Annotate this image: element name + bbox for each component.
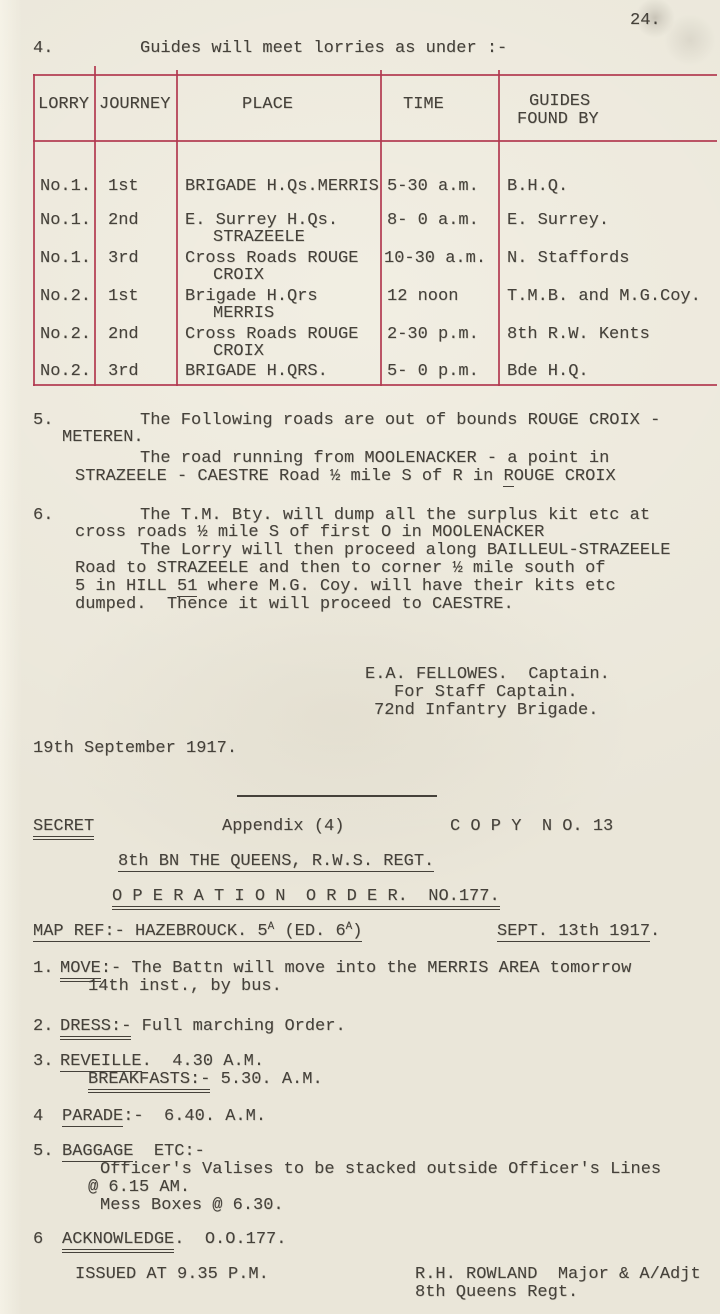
order-date-period: . xyxy=(650,922,661,941)
order-item-2-text: Full marching Order. xyxy=(131,1017,346,1036)
order-item-3-text: . 4.30 A.M. xyxy=(141,1052,265,1071)
order-item-4-label: PARADE xyxy=(62,1107,124,1126)
table-rule-v-left xyxy=(33,74,35,386)
order-item-2-line1 xyxy=(60,1018,346,1036)
table-row-cell-place: E. Surrey H.Qs. xyxy=(185,211,339,230)
order-item-4-number: 4 xyxy=(33,1107,44,1126)
issuer-name: R.H. ROWLAND Major & A/Adjt xyxy=(415,1265,701,1284)
table-row-cell-place-line2: CROIX xyxy=(213,342,265,361)
section-6-line5-tail: where M.G. Coy. will have their kits etc xyxy=(197,577,616,596)
table-rule-header xyxy=(33,140,717,142)
map-ref-underlined xyxy=(33,922,362,942)
section-5-line3: The road running from MOOLENACKER - a point in xyxy=(140,449,610,468)
order-item-4-line1 xyxy=(62,1108,266,1126)
section-divider-rule xyxy=(237,795,437,797)
issuer-unit: 8th Queens Regt. xyxy=(415,1283,579,1302)
table-rule-v-lorry xyxy=(94,66,96,386)
table-row-cell-time: 10-30 a.m. xyxy=(384,249,487,268)
section-6-line4: Road to STRAZEELE and then to corner ½ mile south of xyxy=(75,559,606,578)
signature-unit: 72nd Infantry Brigade. xyxy=(374,701,599,720)
order-item-5-line1 xyxy=(62,1143,205,1161)
order-item-6-text: . O.O.177. xyxy=(174,1230,287,1249)
section-6-line5-text: 5 in HILL xyxy=(75,577,178,596)
order-item-5-line4: Mess Boxes @ 6.30. xyxy=(100,1196,284,1215)
signature-name: E.A. FELLOWES. Captain. xyxy=(365,665,610,684)
section-4-number: 4. xyxy=(33,39,54,58)
table-row-cell-guides: Bde H.Q. xyxy=(507,362,589,381)
secret-label: SECRET xyxy=(33,818,94,840)
table-row-cell-journey: 1st xyxy=(108,177,139,196)
order-item-5-text: ETC:- xyxy=(133,1142,205,1161)
order-item-3-text2: 5.30. A.M. xyxy=(210,1070,323,1089)
section-5-number: 5. xyxy=(33,411,54,430)
table-row-cell-place: BRIGADE H.Qs.MERRIS xyxy=(185,177,379,196)
section-6-line5-underlined: 51 xyxy=(177,577,198,596)
table-row-cell-lorry: No.2. xyxy=(40,362,92,381)
order-item-6-label: ACKNOWLEDGE xyxy=(62,1230,174,1253)
order-item-2-number: 2. xyxy=(33,1017,54,1036)
section-6-line5 xyxy=(75,578,616,596)
map-ref-text: ) xyxy=(352,922,363,941)
section-5-line4-tail: OUGE CROIX xyxy=(513,467,616,486)
table-row-cell-journey: 1st xyxy=(108,287,139,306)
section-5-line4-underlined: R xyxy=(503,467,514,486)
table-row-cell-time: 2-30 p.m. xyxy=(387,325,479,344)
section-5-line4 xyxy=(75,468,616,486)
order-item-1-label: MOVE xyxy=(60,959,101,982)
order-item-3-label2: BREAKFASTS:- xyxy=(88,1070,210,1093)
section-6-number: 6. xyxy=(33,506,54,525)
map-ref-text: MAP REF:- HAZEBROUCK. 5 xyxy=(33,922,268,941)
table-row-cell-time: 8- 0 a.m. xyxy=(387,211,479,230)
order-item-5-line2: Officer's Valises to be stacked outside Officer's Lines xyxy=(100,1160,662,1179)
order-item-6-line1 xyxy=(62,1231,286,1249)
table-row-cell-place: Cross Roads ROUGE xyxy=(185,325,359,344)
table-row-cell-place: Cross Roads ROUGE xyxy=(185,249,359,268)
section-6-line3: The Lorry will then proceed along BAILLEUL-STRAZEELE xyxy=(140,541,671,560)
table-row-cell-guides: T.M.B. and M.G.Coy. xyxy=(507,287,701,306)
table-row-cell-lorry: No.1. xyxy=(40,249,92,268)
map-ref-superscript: A xyxy=(345,921,353,933)
order-item-1-line2: 14th inst., by bus. xyxy=(88,977,282,996)
order-item-1-number: 1. xyxy=(33,959,54,978)
table-rule-bottom xyxy=(33,384,717,386)
table-row-cell-time: 5-30 a.m. xyxy=(387,177,479,196)
copy-number: C O P Y N O. 13 xyxy=(450,817,614,836)
order-item-3-label: REVEILLE xyxy=(60,1052,142,1071)
section-6-line2: cross roads ½ mile S of first O in MOOLENACKER xyxy=(75,523,545,542)
section-5-line1: The Following roads are out of bounds ROUGE CROIX - xyxy=(140,411,661,430)
section-5-line2: METEREN. xyxy=(62,428,144,447)
table-header-lorry: LORRY xyxy=(38,95,90,114)
table-row-cell-place: Brigade H.Qrs xyxy=(185,287,318,306)
table-rule-top xyxy=(33,74,717,76)
table-row-cell-journey: 2nd xyxy=(108,325,139,344)
table-row-cell-lorry: No.2. xyxy=(40,325,92,344)
table-row-cell-lorry: No.2. xyxy=(40,287,92,306)
table-row-cell-guides: 8th R.W. Kents xyxy=(507,325,650,344)
table-row-cell-guides: E. Surrey. xyxy=(507,211,610,230)
map-ref-superscript: A xyxy=(267,921,275,933)
table-row-cell-lorry: No.1. xyxy=(40,177,92,196)
table-rule-v-time xyxy=(498,70,500,386)
signature-role: For Staff Captain. xyxy=(394,683,578,702)
table-row-cell-lorry: No.1. xyxy=(40,211,92,230)
table-row-cell-time: 12 noon xyxy=(387,287,459,306)
unit-title: 8th BN THE QUEENS, R.W.S. REGT. xyxy=(118,852,435,871)
table-header-place: PLACE xyxy=(242,95,294,114)
appendix-title: Appendix (4) xyxy=(222,817,345,836)
order-item-1-line1 xyxy=(60,960,631,978)
table-rule-v-journey xyxy=(176,70,178,386)
table-row-cell-journey: 2nd xyxy=(108,211,139,230)
order-date-line xyxy=(497,923,660,941)
map-ref-text: (ED. 6 xyxy=(274,922,346,941)
order-item-3-line2 xyxy=(88,1071,323,1089)
order-item-5-line3: @ 6.15 AM. xyxy=(88,1178,191,1197)
order-item-5-number: 5. xyxy=(33,1142,54,1161)
order-item-5-label: BAGGAGE xyxy=(62,1142,134,1161)
operation-order-title: O P E R A T I O N O R D E R. NO.177. xyxy=(112,888,500,910)
table-row-cell-time: 5- 0 p.m. xyxy=(387,362,479,381)
order-item-2-label: DRESS:- xyxy=(60,1017,131,1040)
table-header-journey: JOURNEY xyxy=(99,95,171,114)
section-6-line1: The T.M. Bty. will dump all the surplus kit etc at xyxy=(140,506,651,525)
section-6-line6: dumped. Thence it will proceed to CAESTRE. xyxy=(75,595,514,614)
section-4-title: Guides will meet lorries as under :- xyxy=(140,39,508,58)
table-row-cell-place-line2: STRAZEELE xyxy=(213,228,305,247)
table-row-cell-journey: 3rd xyxy=(108,249,139,268)
order-item-3-number: 3. xyxy=(33,1052,54,1071)
table-row-cell-guides: B.H.Q. xyxy=(507,177,569,196)
table-row-cell-guides: N. Staffords xyxy=(507,249,630,268)
order-item-3-line1 xyxy=(60,1053,264,1071)
order-item-1-text: :- The Battn will move into the MERRIS AREA tomorrow xyxy=(100,959,632,978)
table-row-cell-place-line2: MERRIS xyxy=(213,304,275,323)
page-number: 24. xyxy=(630,11,661,30)
date-line: 19th September 1917. xyxy=(33,739,238,758)
table-header-time: TIME xyxy=(403,95,444,114)
table-row-cell-place: BRIGADE H.QRS. xyxy=(185,362,328,381)
table-row-cell-journey: 3rd xyxy=(108,362,139,381)
issued-time: ISSUED AT 9.35 P.M. xyxy=(75,1265,269,1284)
table-rule-v-place xyxy=(380,70,382,386)
table-header-guides-line1: GUIDES xyxy=(529,92,591,111)
table-header-guides-line2: FOUND BY xyxy=(517,110,599,129)
order-item-6-number: 6 xyxy=(33,1230,44,1249)
order-date: SEPT. 13th 1917 xyxy=(497,922,651,941)
map-ref-line xyxy=(33,923,362,942)
section-5-line4-text: STRAZEELE - CAESTRE Road ½ mile S of R in xyxy=(75,467,504,486)
table-row-cell-place-line2: CROIX xyxy=(213,266,265,285)
order-item-4-text: :- 6.40. A.M. xyxy=(123,1107,267,1126)
